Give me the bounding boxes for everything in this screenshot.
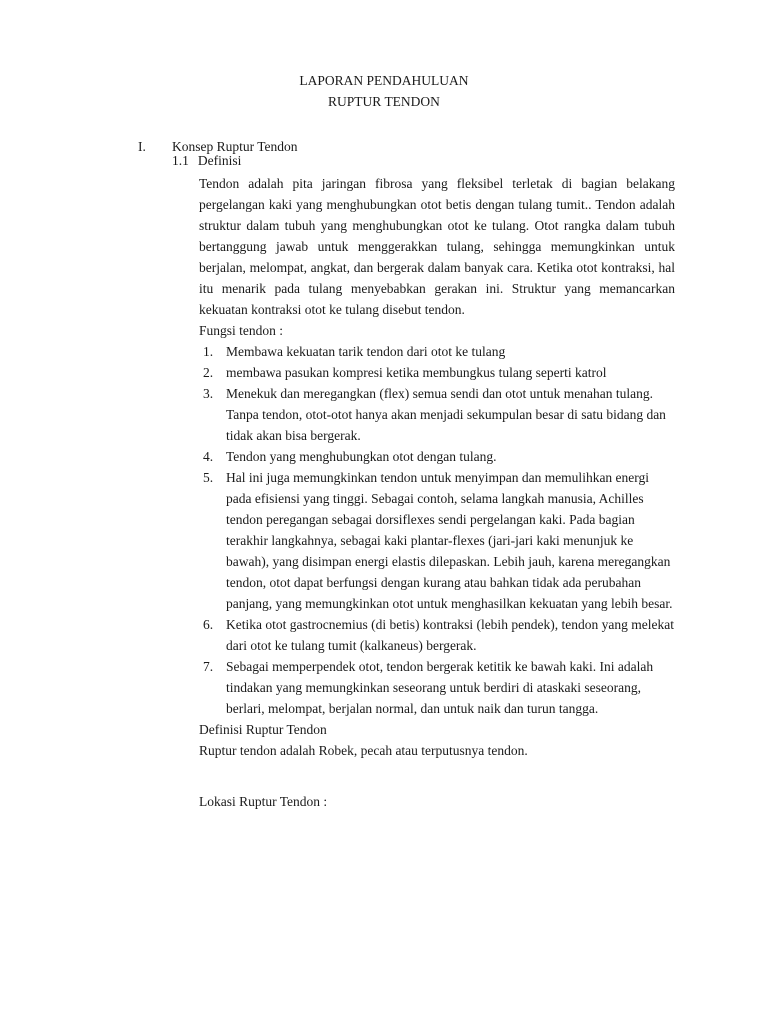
list-item-text: membawa pasukan kompresi ketika membungkus tulang seperti katrol xyxy=(226,365,607,380)
fungsi-label: Fungsi tendon : xyxy=(199,323,284,338)
list-item xyxy=(199,614,675,656)
subsection-number: 1.1 xyxy=(172,153,189,168)
section-title: Konsep Ruptur Tendon xyxy=(172,139,298,154)
subsection-content xyxy=(199,173,675,812)
list-item-text: Menekuk dan meregangkan (flex) semua sendi dan otot untuk menahan tulang. Tanpa tendon, otot-otot hanya akan menjadi sekumpulan besar di satu bidang dan tidak akan bisa bergerak. xyxy=(226,386,666,443)
list-item-number: 5. xyxy=(203,470,214,485)
list-item-number: 1. xyxy=(203,344,214,359)
subsection-heading xyxy=(172,153,241,169)
list-item xyxy=(199,446,675,467)
list-item-number: 4. xyxy=(203,449,214,464)
definisi-ruptur-text: Ruptur tendon adalah Robek, pecah atau terputusnya tendon. xyxy=(199,743,528,758)
list-item-text: Tendon yang menghubungkan otot dengan tulang. xyxy=(226,449,497,464)
section-number: I. xyxy=(138,139,146,154)
list-item-number: 2. xyxy=(203,365,214,380)
list-item-text: Membawa kekuatan tarik tendon dari otot ke tulang xyxy=(226,344,506,359)
definisi-ruptur-heading: Definisi Ruptur Tendon xyxy=(199,722,327,737)
subsection-title: Definisi xyxy=(197,153,242,168)
list-item xyxy=(199,341,675,362)
report-title-line-1: LAPORAN PENDAHULUAN xyxy=(299,73,469,88)
list-item-text: Sebagai memperpendek otot, tendon bergerak ketitik ke bawah kaki. Ini adalah tindakan yang memungkinkan seseorang untuk berdiri di ataskaki seseorang, berlari, melompat, berjalan normal, dan untuk naik dan turun tangga. xyxy=(226,659,654,716)
definition-paragraph: Tendon adalah pita jaringan fibrosa yang fleksibel terletak di bagian belakang pergelangan kaki yang menghubungkan otot betis dengan tulang tumit.. Tendon adalah struktur dalam tubuh yang menghubungkan otot ke tulang. Otot rangka dalam tubuh bertanggung jawab untuk menggerakkan tulang, sehingga memungkinkan untuk berjalan, melompat, angkat, dan bergerak dalam banyak cara. Ketika otot kontraksi, hal itu menarik pada tulang menyebabkan gerakan ini. Struktur yang memancarkan kekuatan kontraksi otot ke tulang disebut tendon. xyxy=(199,176,675,317)
list-item-text: Ketika otot gastrocnemius (di betis) kontraksi (lebih pendek), tendon yang melekat dari otot ke tulang tumit (kalkaneus) bergerak. xyxy=(226,617,675,653)
list-item-number: 6. xyxy=(203,617,214,632)
list-item xyxy=(199,656,675,719)
report-title-line-2: RUPTUR TENDON xyxy=(328,94,440,109)
spacer xyxy=(199,761,675,791)
list-item-text: Hal ini juga memungkinkan tendon untuk menyimpan dan memulihkan energi pada efisiensi yang tinggi. Sebagai contoh, selama langkah manusia, Achilles tendon peregangan sebagai dorsiflexes sendi pergelangan kaki. Pada bagian terakhir langkahnya, sebagai kaki plantar-flexes (jari-jari kaki menunjuk ke bawah), yang disimpan energi elastis dilepaskan. Lebih jauh, karena meregangkan tendon, otot dapat berfungsi dengan kurang atau bahkan tidak ada perubahan panjang, yang memungkinkan otot untuk menghasilkan kekuatan yang lebih besar. xyxy=(226,470,673,611)
lokasi-ruptur-heading: Lokasi Ruptur Tendon : xyxy=(199,794,328,809)
fungsi-list xyxy=(199,341,675,719)
list-item xyxy=(199,383,675,446)
list-item xyxy=(199,362,675,383)
list-item xyxy=(199,467,675,614)
list-item-number: 7. xyxy=(203,659,214,674)
list-item-number: 3. xyxy=(203,386,214,401)
